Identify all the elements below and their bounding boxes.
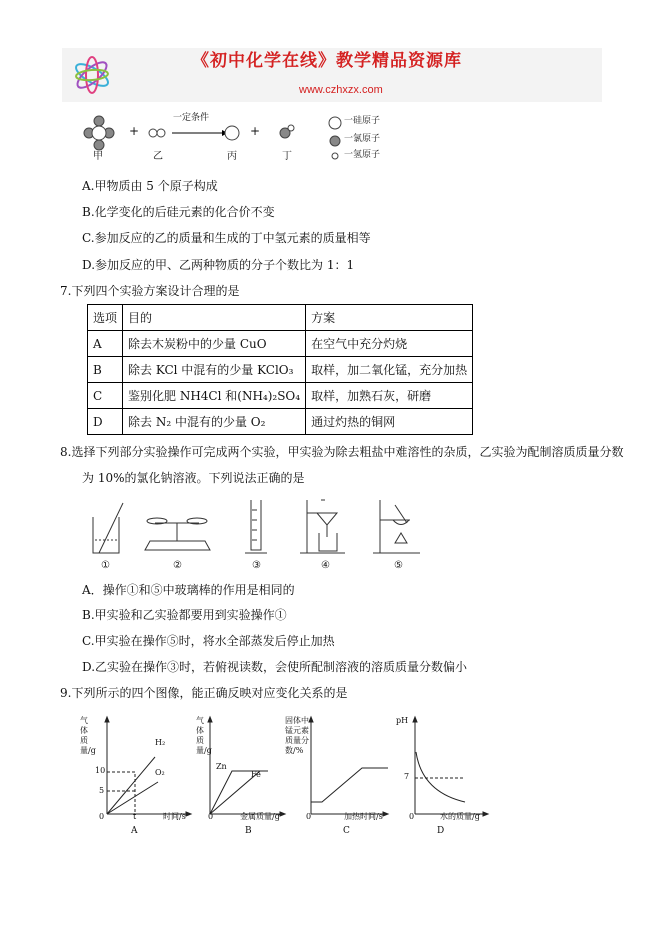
graph-d xyxy=(413,717,488,816)
legend-si: 一硅原子 xyxy=(344,116,381,126)
q6-option-d: D.参加反应的甲、乙两种物质的分子个数比为 1：1 xyxy=(82,258,355,272)
label-jia: 甲 xyxy=(93,151,103,162)
cell: 通过灼热的铜网 xyxy=(306,409,473,435)
cell: 取样，加二氧化锰，充分加热 xyxy=(306,357,473,383)
cell: D xyxy=(88,409,123,435)
table-row xyxy=(88,409,473,435)
graph-a-label: A xyxy=(131,826,138,836)
graph-b-ylabel: 气体质量/g xyxy=(196,716,212,755)
q8-stem: 8.选择下列部分实验操作可完成两个实验，甲实验为除去粗盐中难溶性的杂质，乙实验为配制溶质质量分数 xyxy=(60,445,624,459)
graph-c-origin: 0 xyxy=(306,812,312,821)
graph-a-series-o2: O₂ xyxy=(155,768,165,777)
lab-apparatus xyxy=(85,495,485,560)
graph-b-series-zn: Zn xyxy=(216,762,227,771)
label-op2: ② xyxy=(173,560,182,571)
label-op4: ④ xyxy=(321,560,330,571)
graph-a-tick-5: 5 xyxy=(99,786,105,795)
label-op5: ⑤ xyxy=(394,560,403,571)
graph-b-label: B xyxy=(245,826,252,836)
q6-option-b: B.化学变化的后硅元素的化合价不变 xyxy=(82,205,275,219)
graph-a xyxy=(105,717,191,816)
legend-icons xyxy=(325,115,345,165)
table-row xyxy=(88,357,473,383)
label-op1: ① xyxy=(101,560,110,571)
banner-title: 《初中化学在线》教学精品资源库 xyxy=(192,51,462,71)
table-header xyxy=(88,305,473,331)
graph-a-ylabel: 气体质量/g xyxy=(80,716,96,755)
graph-d-label: D xyxy=(437,826,445,836)
graph-b-series-fe: Fe xyxy=(251,770,261,779)
table-row xyxy=(88,383,473,409)
graph-d-origin: 0 xyxy=(409,812,415,821)
q6-option-c: C.参加反应的乙的质量和生成的丁中氢元素的质量相等 xyxy=(82,231,371,245)
q8-option-b: B.甲实验和乙实验都要用到实验操作① xyxy=(82,608,287,622)
header-cell: 目的 xyxy=(123,305,306,331)
graph-c-ylabel: 固体中锰元素质量分数/% xyxy=(285,716,309,755)
cell: 除去木炭粉中的少量 CuO xyxy=(123,331,306,357)
q8-stem-cont: 为 10%的氯化钠溶液。下列说法正确的是 xyxy=(82,471,305,485)
q8-option-c: C.甲实验在操作⑤时，将水全部蒸发后停止加热 xyxy=(82,634,335,648)
evaporation xyxy=(373,500,420,553)
q8-option-a: A．操作①和⑤中玻璃棒的作用是相同的 xyxy=(82,583,295,597)
graph-d-ylabel: pH xyxy=(396,716,409,725)
graph-c-label: C xyxy=(343,826,350,836)
cell: 在空气中充分灼烧 xyxy=(306,331,473,357)
graph-b-origin: 0 xyxy=(208,812,214,821)
label-yi: 乙 xyxy=(153,151,163,162)
q9-stem: 9.下列所示的四个图像，能正确反映对应变化关系的是 xyxy=(60,686,348,700)
banner-url: www.czhxzx.com xyxy=(299,84,383,96)
filtration xyxy=(300,500,345,553)
header-cell: 选项 xyxy=(88,305,123,331)
header-banner xyxy=(62,48,602,102)
q7-table xyxy=(87,304,473,435)
graph-a-origin: 0 xyxy=(99,812,105,821)
q7-stem: 7.下列四个实验方案设计合理的是 xyxy=(60,284,240,298)
cell: 除去 N₂ 中混有的少量 O₂ xyxy=(123,409,306,435)
graph-d-xlabel: 水的质量/g xyxy=(440,812,480,821)
legend-h: 一氢原子 xyxy=(344,150,381,160)
beaker-stirring xyxy=(93,503,123,553)
cell: B xyxy=(88,357,123,383)
legend-cl: 一氯原子 xyxy=(344,134,381,144)
graph-a-xlabel: 时间/s xyxy=(163,812,186,821)
graduated-cylinder xyxy=(245,500,267,553)
label-bing: 丙 xyxy=(227,151,237,162)
reaction-condition: 一定条件 xyxy=(173,113,210,123)
table-row xyxy=(88,331,473,357)
graph-a-tick-10: 10 xyxy=(95,766,106,775)
balance xyxy=(145,518,210,550)
graph-c xyxy=(309,717,388,816)
q8-option-d: D.乙实验在操作③时，若俯视读数，会使所配制溶液的溶质质量分数偏小 xyxy=(82,660,468,674)
graph-c-xlabel: 加热时间/s xyxy=(344,812,383,821)
label-ding: 丁 xyxy=(282,151,292,162)
cell: 鉴别化肥 NH4Cl 和(NH₄)₂SO₄ xyxy=(123,383,306,409)
plus-sign: + xyxy=(250,124,261,138)
graph-a-tick-t: t xyxy=(133,812,137,821)
logo-icon xyxy=(70,54,114,96)
header-cell: 方案 xyxy=(306,305,473,331)
cell: 取样，加熟石灰，研磨 xyxy=(306,383,473,409)
cell: C xyxy=(88,383,123,409)
graph-d-tick-7: 7 xyxy=(404,772,410,781)
cell: 除去 KCl 中混有的少量 KClO₃ xyxy=(123,357,306,383)
plus-sign: + xyxy=(129,124,140,138)
graph-a-series-h2: H₂ xyxy=(155,738,166,747)
graph-b-xlabel: 金属质量/g xyxy=(240,812,280,821)
label-op3: ③ xyxy=(252,560,261,571)
cell: A xyxy=(88,331,123,357)
q6-option-a: A.甲物质由 5 个原子构成 xyxy=(82,179,218,193)
